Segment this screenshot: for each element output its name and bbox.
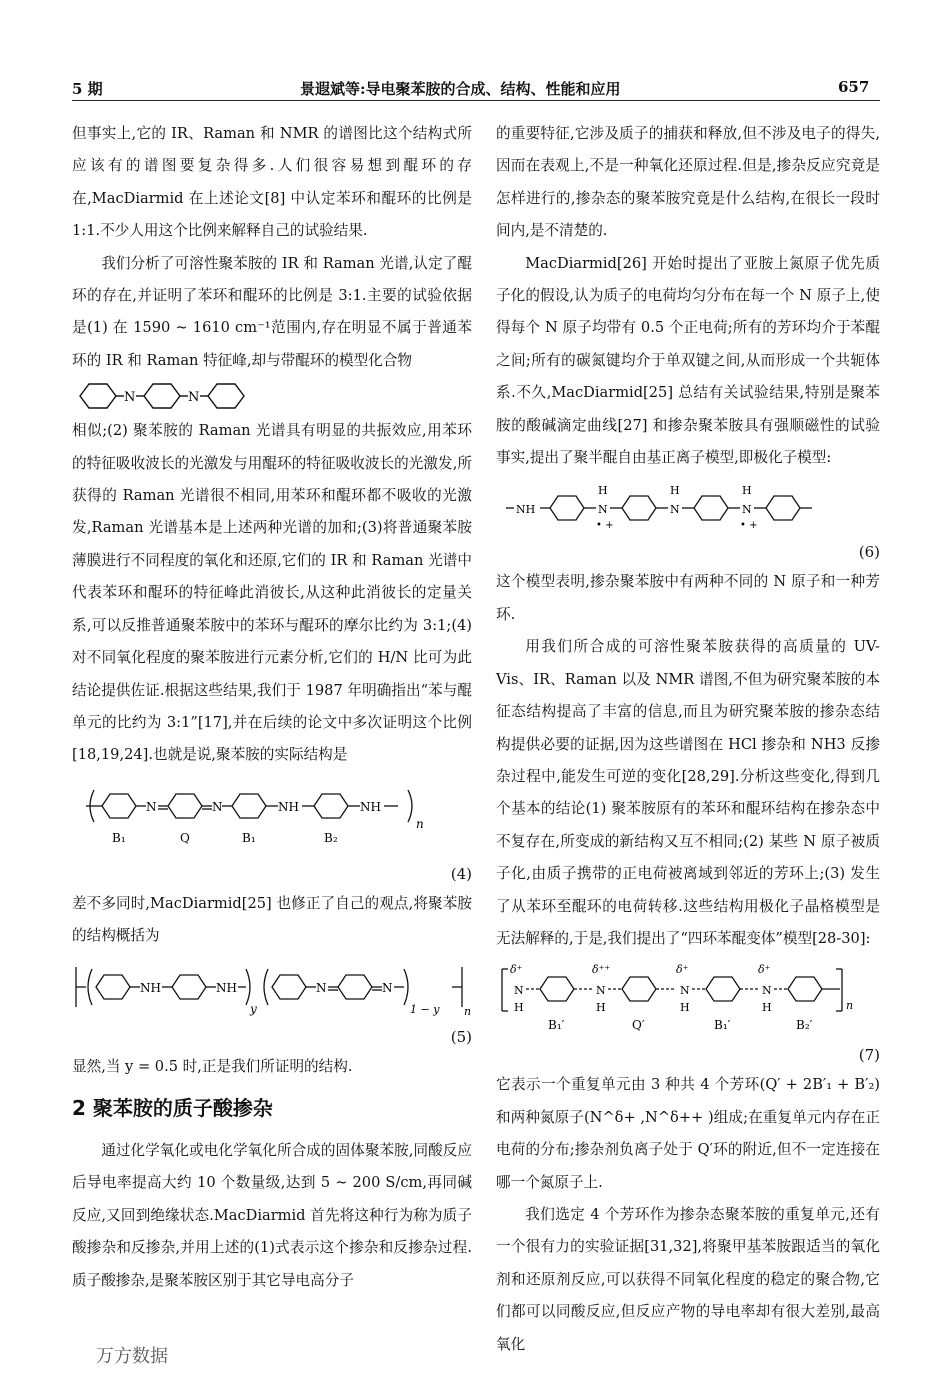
right-column — [496, 118, 880, 1361]
left-paragraph-2a: 我们分析了可溶性聚苯胺的 IR 和 Raman 光谱,认定了醌环的存在,并证明了苯环和醌环的比例是 3:1.主要的试验依据是(1) 在 1590 ~ 1610 cm⁻¹范围内,存在明显不属于普通苯环的 IR 和 Raman 特征峰,却与带醌环的模型化合物 — [72, 254, 472, 369]
s4-label-b1: B₁ — [112, 830, 126, 845]
left-paragraph-1: 但事实上,它的 IR、Raman 和 NMR 的谱图比这个结构式所应该有的谱图要复杂得多.人们很容易想到醌环的存在,MacDiarmid 在上述论文[8] 中认定苯环和醌环的比例是 1:1.不少人用这个比例来解释自己的试验结果. — [72, 125, 472, 240]
right-paragraph-2: MacDiarmid[26] 开始时提出了亚胺上氮原子优先质子化的假设,认为质子的电荷均匀分布在每一个 N 原子上,使得每个 N 原子均带有 0.5 个正电荷;所有的芳环均介于苯醌之间;所有的碳氮键均介于单双键之间,从而形成一个共轭体系.不久,MacDiarmid[25] 总结有关试验结果,特别是聚苯胺的酸碱滴定曲线[27] 和掺杂聚苯胺具有强顺磁性的试验事实,提出了聚半醌自由基正离子模型,即极化子模型: — [496, 254, 880, 467]
s5-n2: N — [382, 980, 393, 995]
s7-n2: N — [596, 984, 606, 998]
s7-delta-4: δ⁺ — [758, 963, 771, 977]
structure-6 — [496, 478, 880, 534]
model-n1: N — [124, 390, 136, 406]
structure-7 — [496, 959, 880, 1037]
left-paragraph-2b: 相似;(2) 聚苯胺的 Raman 光谱具有明显的共振效应,用苯环的特征吸收波长的光激发与用醌环的特征吸收波长的光激发,所获得的 Raman 光谱很不相同,用苯环和醌环都不吸收的光激发,Raman 光谱基本是上述两种光谱的加和;(3)将普通聚苯胺薄膜进行不同程度的氧化和还原,它们的 IR 和 Raman 光谱中代表苯环和醌环的特征峰此消彼长,从这种此消彼长的定量关系,可以反推普通聚苯胺中的苯环与醌环的摩尔比约为 3:1;(4)对不同氧化程度的聚苯胺进行元素分析,它们的 H/N 比可为此结论提供佐证.根据这些结果,我们于 1987 年明确指出“苯与醌单元的比约为 3:1”[17],并在后续的论文中多次证明这个比例[18,19,24].也就是说,聚苯胺的实际结构是 — [72, 422, 472, 764]
model-n2: N — [188, 390, 200, 406]
left-column — [72, 118, 472, 1297]
s4-subscript-n: n — [416, 816, 424, 831]
structure-5 — [72, 957, 472, 1019]
s4-label-b1b: B₁ — [242, 830, 256, 845]
s6-h1: H — [598, 484, 608, 498]
page-number: 657 — [838, 78, 870, 96]
s6-n3: N — [742, 503, 752, 517]
s6-n1: N — [598, 503, 608, 517]
section-heading-2: 2 聚苯胺的质子酸掺杂 — [72, 1095, 273, 1120]
s7-h1: H — [514, 1001, 524, 1015]
running-title: 景遐斌等:导电聚苯胺的合成、结构、性能和应用 — [300, 80, 621, 98]
s6-h2: H — [670, 484, 680, 498]
s7-n3: N — [680, 984, 690, 998]
s6-nh0: NH — [516, 503, 536, 517]
s7-delta-2: δ⁺⁺ — [592, 963, 611, 977]
s4-label-b2: B₂ — [324, 830, 338, 845]
left-paragraph-3: 差不多同时,MacDiarmid[25] 也修正了自己的观点,将聚苯胺的结构概括为 — [72, 894, 472, 945]
s6-n2: N — [670, 503, 680, 517]
right-paragraph-3: 这个模型表明,掺杂聚苯胺中有两种不同的 N 原子和一种芳环. — [496, 573, 880, 623]
s6-h3: H — [742, 484, 752, 498]
s7-h3: H — [680, 1001, 690, 1015]
left-paragraph-5: 通过化学氧化或电化学氧化所合成的固体聚苯胺,同酸反应后导电率提高大约 10 个数量级,达到 5 ~ 200 S/cm,再同碱反应,又回到绝缘状态.MacDiarmid 首先将这种行为称为质子酸掺杂和反掺杂,并用上述的(1)式表示这个掺杂和反掺杂过程.质子酸掺杂,是聚苯胺区别于其它导电高分子 — [72, 1141, 472, 1289]
s7-h4: H — [762, 1001, 772, 1015]
model-compound-structure — [72, 379, 292, 413]
equation-6-number: (6) — [858, 543, 880, 562]
s5-nh2: NH — [216, 980, 237, 995]
s5-nh1: NH — [140, 980, 161, 995]
watermark: 万方数据 — [96, 1346, 168, 1367]
right-paragraph-5: 它表示一个重复单元由 3 种共 4 个芳环(Q′ + 2B′₁ + B′₂)和两种氮原子(N^δ+ ,N^δ++ )组成;在重复单元内存在正电荷的分布;掺杂剂负离子处于 Q′环的附近,但不一定连接在哪一个氮原子上. — [496, 1076, 880, 1191]
s4-label-q: Q — [180, 830, 190, 845]
structure-4 — [72, 776, 472, 856]
s7-label-q: Q′ — [632, 1018, 645, 1033]
s5-subscript-y: y — [250, 1001, 257, 1016]
s7-h2: H — [596, 1001, 606, 1015]
s4-nh2: NH — [360, 799, 381, 814]
s7-label-b2: B₂′ — [796, 1018, 813, 1033]
header-rule — [72, 100, 880, 101]
equation-7-number: (7) — [858, 1046, 880, 1065]
s7-label-b1: B₁′ — [548, 1018, 565, 1033]
s4-n1: N — [146, 799, 157, 814]
s4-nh1: NH — [278, 799, 299, 814]
s7-n1: N — [514, 984, 524, 998]
s7-label-b1b: B₁′ — [714, 1018, 731, 1033]
equation-4-number: (4) — [450, 864, 472, 883]
s7-n4: N — [762, 984, 772, 998]
s6-radical-cation-1: • + — [596, 520, 614, 532]
s7-subscript-n: n — [846, 999, 854, 1013]
right-paragraph-1: 的重要特征,它涉及质子的捕获和释放,但不涉及电子的得失,因而在表观上,不是一种氧化还原过程.但是,掺杂反应究竟是怎样进行的,掺杂态的聚苯胺究竟是什么结构,在很长一段时间内,是不清楚的. — [496, 125, 880, 240]
right-paragraph-6: 我们选定 4 个芳环作为掺杂态聚苯胺的重复单元,还有一个很有力的实验证据[31,32],将聚甲基苯胺跟适当的氧化剂和还原剂反应,可以获得不同氧化程度的稳定的聚合物,它们都可以同酸反应,但反应产物的导电率却有很大差别,最高氧化 — [496, 1205, 880, 1353]
left-paragraph-4: 显然,当 y = 0.5 时,正是我们所证明的结构. — [72, 1057, 353, 1075]
s6-radical-cation-3: • + — [740, 520, 758, 532]
s7-delta-1: δ⁺ — [510, 963, 523, 977]
s5-n1: N — [316, 980, 327, 995]
equation-5-number: (5) — [450, 1027, 472, 1046]
s7-delta-3: δ⁺ — [676, 963, 689, 977]
s4-n2: N — [212, 799, 223, 814]
issue-number: 5 期 — [72, 80, 103, 98]
s5-subscript-1-y: 1 − y — [410, 1002, 440, 1016]
s5-subscript-n: n — [464, 1004, 472, 1018]
right-paragraph-4: 用我们所合成的可溶性聚苯胺获得的高质量的 UV-Vis、IR、Raman 以及 NMR 谱图,不但为研究聚苯胺的本征态结构提高了丰富的信息,而且为研究聚苯胺的掺杂态结构提供必要的证据,因为这些谱图在 HCl 掺杂和 NH3 反掺杂过程中,能发生可逆的变化[28,29].分析这些变化,得到几个基本的结论(1) 聚苯胺原有的苯环和醌环结构在掺杂态中不复存在,所变成的新结构又互不相同;(2) 某些 N 原子被质子化,由质子携带的正电荷被离域到邻近的芳环上;(3) 发生了从苯环至醌环的电荷转移.这些结构用极化子晶格模型是无法解释的,于是,我们提出了“四环苯醌变体”模型[28-30]: — [496, 638, 880, 947]
